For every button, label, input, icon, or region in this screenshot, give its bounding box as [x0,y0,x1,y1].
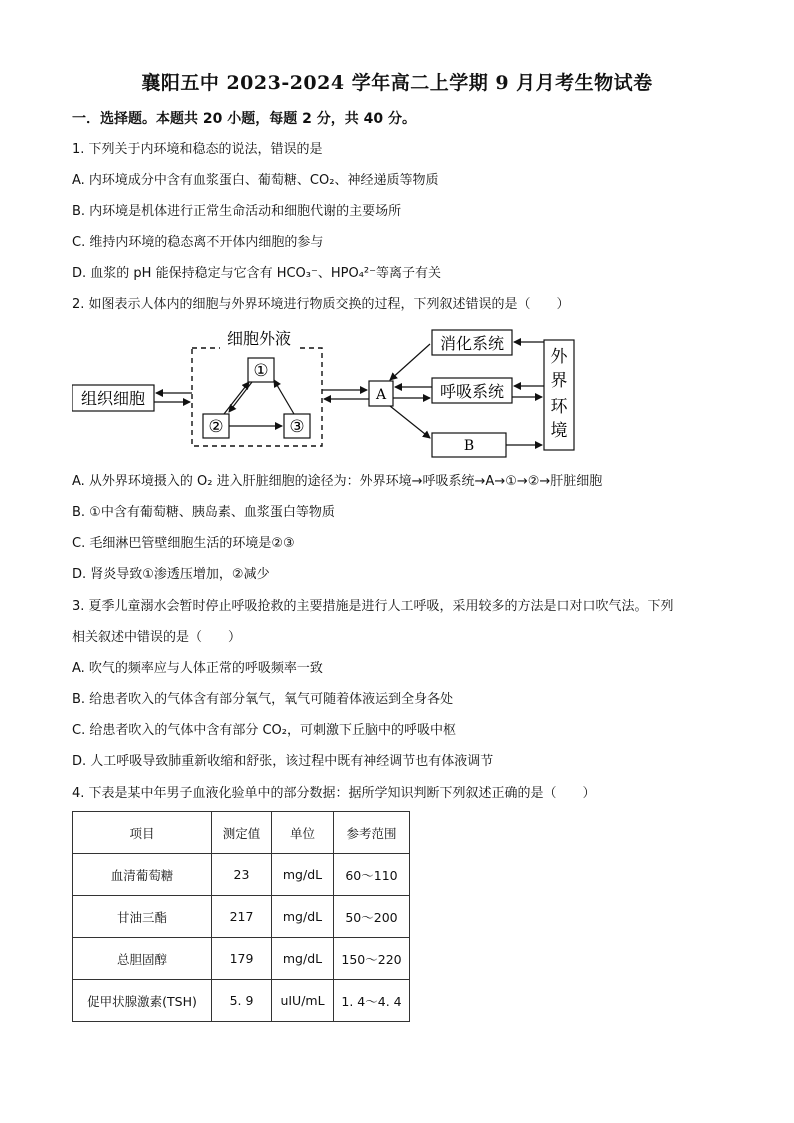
question-2-option-d: D. 肾炎导致①渗透压增加，②减少 [72,567,270,582]
label-2: ② [208,417,224,437]
question-4-stem: 4. 下表是某中年男子血液化验单中的部分数据：据所学知识判断下列叙述正确的是（ ） [72,786,596,801]
b-label: B [463,438,475,454]
question-2-option-b: B. ①中含有葡萄糖、胰岛素、血浆蛋白等物质 [72,505,335,520]
cell-unit: mg/dL [272,896,334,938]
question-3-option-a: A. 吹气的频率应与人体正常的呼吸频率一致 [72,661,323,676]
cell-unit: mg/dL [272,938,334,980]
a-label: A [375,387,387,403]
extracellular-label: 细胞外液 [226,329,292,348]
arrow-1-to-2 [229,382,252,412]
external-env-char-3: 环 [550,397,568,417]
cell-item: 甘油三酯 [73,896,212,938]
question-1-option-d: D. 血浆的 pH 能保持稳定与它含有 HCO₃⁻、HPO₄²⁻等离子有关 [72,266,441,281]
question-1-option-c: C. 维持内环境的稳态离不开体内细胞的参与 [72,235,324,250]
table-row [73,938,410,980]
cell-unit: mg/dL [272,854,334,896]
arrow-a-to-b [390,406,430,438]
arrow-2-to-1 [224,382,249,414]
cell-range: 50～200 [334,896,410,938]
external-env-char-2: 界 [550,371,568,391]
question-2-option-a: A. 从外界环境摄入的 O₂ 进入肝脏细胞的途径为：外界环境→呼吸系统→A→①→②→肝脏细胞 [72,474,603,489]
question-3-option-b: B. 给患者吹入的气体含有部分氧气，氧气可随着体液运到全身各处 [72,692,454,707]
cell-value: 5. 9 [212,980,272,1022]
question-3-option-d: D. 人工呼吸导致肺重新收缩和舒张，该过程中既有神经调节也有体液调节 [72,754,494,769]
tissue-cell-label: 组织细胞 [80,389,146,408]
table-row [73,896,410,938]
question-1-option-b: B. 内环境是机体进行正常生命活动和细胞代谢的主要场所 [72,204,402,219]
table-row [73,980,410,1022]
cell-item: 促甲状腺激素(TSH) [73,980,212,1022]
header-item: 项目 [73,812,212,854]
question-2-stem: 2. 如图表示人体内的细胞与外界环境进行物质交换的过程，下列叙述错误的是（ ） [72,297,570,312]
header-value: 测定值 [212,812,272,854]
label-1: ① [253,361,269,381]
cell-value: 217 [212,896,272,938]
cell-range: 60～110 [334,854,410,896]
cell-range: 150～220 [334,938,410,980]
cell-value: 179 [212,938,272,980]
question-3-stem-line1: 3. 夏季儿童溺水会暂时停止呼吸抢救的主要措施是进行人工呼吸，采用较多的方法是口对口吹气法。下列 [72,599,674,614]
arrow-3-to-1 [274,380,294,414]
question-3-option-c: C. 给患者吹入的气体中含有部分 CO₂，可刺激下丘脑中的呼吸中枢 [72,723,456,738]
cell-item: 血清葡萄糖 [73,854,212,896]
header-range: 参考范围 [334,812,410,854]
arrow-digestive-to-a [390,344,430,380]
question-1-option-a: A. 内环境成分中含有血浆蛋白、葡萄糖、CO₂、神经递质等物质 [72,173,439,188]
exchange-diagram [72,328,582,458]
header-unit: 单位 [272,812,334,854]
label-3: ③ [289,417,305,437]
cell-value: 23 [212,854,272,896]
question-1-stem: 1. 下列关于内环境和稳态的说法，错误的是 [72,142,323,157]
cell-range: 1. 4～4. 4 [334,980,410,1022]
external-env-char-1: 外 [550,347,568,367]
question-2-option-c: C. 毛细淋巴管壁细胞生活的环境是②③ [72,536,295,551]
external-env-char-4: 境 [550,421,568,441]
cell-item: 总胆固醇 [73,938,212,980]
section-title: 一．选择题。本题共 20 小题，每题 2 分，共 40 分。 [72,111,416,127]
respiratory-label: 呼吸系统 [439,382,505,401]
table-row [73,854,410,896]
lab-results-table [72,811,410,1022]
question-3-stem-line2: 相关叙述中错误的是（ ） [72,630,242,645]
cell-unit: uIU/mL [272,980,334,1022]
page-title: 襄阳五中 2023-2024 学年高二上学期 9 月月考生物试卷 [141,72,653,94]
table-header-row [73,812,410,854]
digestive-label: 消化系统 [439,334,505,353]
